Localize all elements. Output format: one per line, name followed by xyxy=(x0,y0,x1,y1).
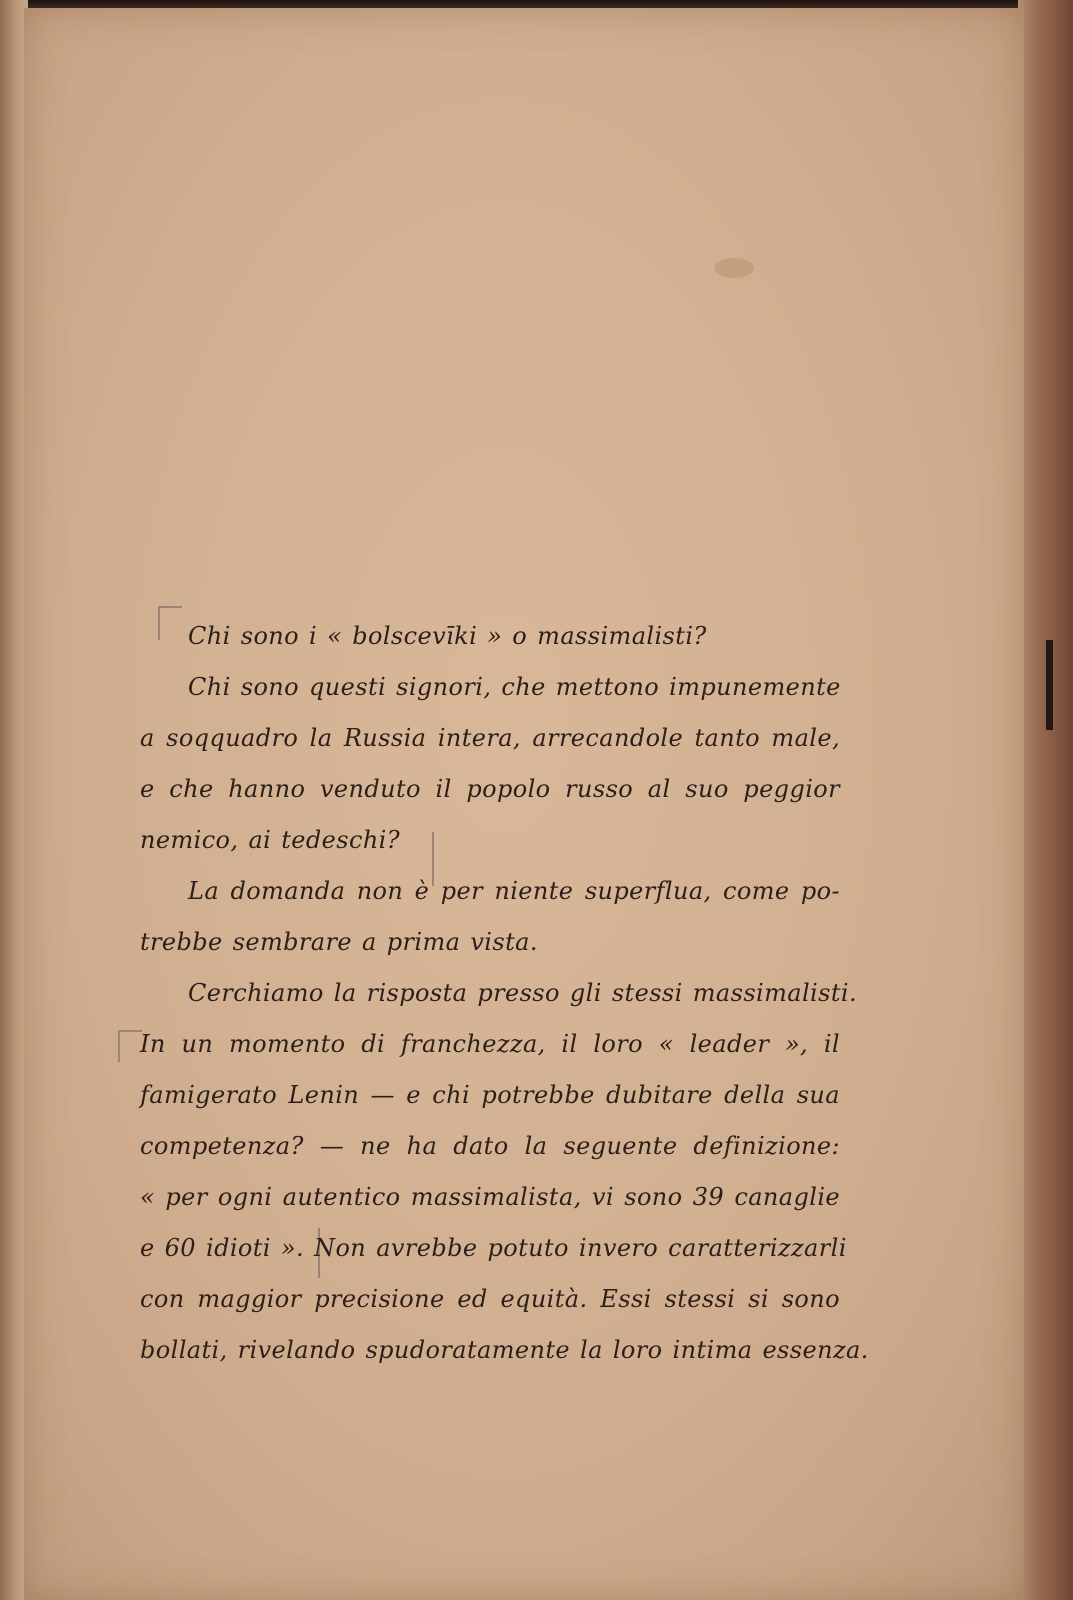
text-line: con maggior precisione ed equità. Essi stessi si sono xyxy=(140,1285,840,1313)
page-stack-right-edge xyxy=(1018,0,1073,1600)
text-line: competenza? — ne ha dato la seguente definizione: xyxy=(140,1132,840,1160)
text-line: Cerchiamo la risposta presso gli stessi massimalisti. xyxy=(188,979,858,1007)
text-line: famigerato Lenin — e chi potrebbe dubitare della sua xyxy=(140,1081,840,1109)
text-line: e 60 idioti ». Non avrebbe potuto invero caratterizzarli xyxy=(140,1234,847,1262)
text-line: a soqquadro la Russia intera, arrecandole tanto male, xyxy=(140,724,840,752)
text-line: Chi sono questi signori, che mettono impunemente xyxy=(188,673,841,701)
text-line: La domanda non è per niente superflua, come po- xyxy=(188,877,840,905)
text-line: trebbe sembrare a prima vista. xyxy=(140,928,538,956)
text-line: Chi sono i « bolscevīki » o massimalisti? xyxy=(188,622,707,650)
text-line: bollati, rivelando spudoratamente la loro intima essenza. xyxy=(140,1336,869,1364)
dark-bookmark-stripe xyxy=(1046,640,1053,730)
text-line: « per ogni autentico massimalista, vi sono 39 canaglie xyxy=(140,1183,840,1211)
text-line: In un momento di franchezza, il loro « leader », il xyxy=(140,1030,840,1058)
text-line: e che hanno venduto il popolo russo al suo peggior xyxy=(140,775,840,803)
body-text xyxy=(140,621,869,1386)
text-line: nemico, ai tedeschi? xyxy=(140,826,401,854)
pencil-bracket-mark xyxy=(118,1030,142,1062)
paper-stain xyxy=(714,258,754,278)
